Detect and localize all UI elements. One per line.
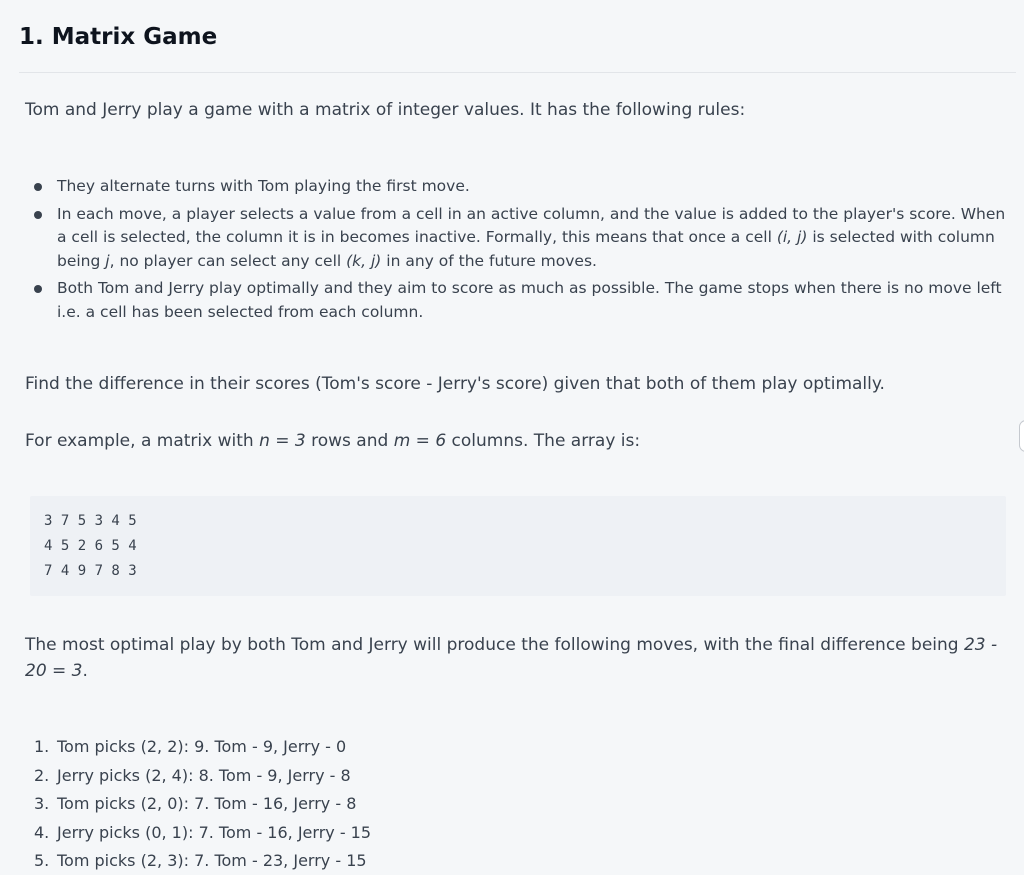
matrix-row: 3 7 5 3 4 5	[44, 513, 137, 529]
rule-text: Both Tom and Jerry play optimally and they aim to score as much as possible. The game stops when there is no move left i.e. a cell has been selected from each column.	[57, 279, 1002, 321]
intro-paragraph: Tom and Jerry play a game with a matrix of integer values. It has the following rules:	[25, 100, 746, 120]
move-text: Tom picks (2, 3): 7. Tom - 23, Jerry - 15	[57, 851, 367, 870]
difference-expression: 23 - 20 = 3	[25, 635, 998, 681]
example-paragraph	[25, 428, 1010, 454]
page-title: 1. Matrix Game	[19, 24, 218, 50]
columns-expression: m = 6	[393, 431, 447, 451]
move-text: Jerry picks (2, 4): 8. Tom - 9, Jerry - 8	[57, 765, 351, 785]
matrix-row: 7 4 9 7 8 3	[44, 563, 137, 579]
move-item	[34, 734, 934, 763]
rows-expression: n = 3	[259, 431, 306, 451]
cell-notation: (i, j)	[776, 228, 808, 246]
example-text: columns. The array is:	[446, 431, 641, 451]
move-item	[34, 763, 934, 792]
move-number: 5.	[34, 851, 50, 870]
move-number: 3.	[34, 794, 50, 813]
rule-item	[57, 277, 1017, 324]
example-text: For example, a matrix with	[25, 431, 260, 451]
rule-item	[57, 203, 1017, 274]
rule-text: , no player can select any cell	[109, 251, 347, 270]
move-text: Tom picks (2, 2): 9. Tom - 9, Jerry - 0	[57, 737, 347, 756]
rule-item	[57, 175, 1017, 199]
move-number: 4.	[34, 822, 50, 842]
matrix-code-block	[30, 496, 1006, 596]
result-text: .	[82, 661, 88, 681]
column-variable: j	[105, 251, 110, 270]
rules-list	[57, 175, 1017, 328]
move-item	[34, 791, 934, 820]
move-number: 1.	[34, 737, 50, 756]
result-paragraph	[25, 632, 1010, 684]
rule-text: In each move, a player selects a value from a cell in an active column, and the value is added to the player's score. When a cell is selected, the column it is in becomes inactive. Formally, this means that once a cell	[57, 204, 1006, 246]
result-text: The most optimal play by both Tom and Jerry will produce the following moves, with the final difference being	[25, 635, 964, 655]
example-text: rows and	[305, 431, 394, 451]
side-panel-handle[interactable]	[1019, 420, 1024, 452]
title-divider	[19, 72, 1016, 73]
rule-text: They alternate turns with Tom playing the first move.	[57, 177, 470, 195]
move-number: 2.	[34, 765, 50, 785]
moves-list	[34, 734, 934, 875]
move-text: Jerry picks (0, 1): 7. Tom - 16, Jerry - 15	[57, 822, 372, 842]
rule-text: in any of the future moves.	[381, 251, 597, 270]
move-text: Tom picks (2, 0): 7. Tom - 16, Jerry - 8	[57, 794, 357, 813]
matrix-row: 4 5 2 6 5 4	[44, 538, 137, 554]
move-item	[34, 820, 934, 849]
rule-text: is selected with column being	[57, 228, 995, 270]
move-item	[34, 848, 934, 875]
task-paragraph: Find the difference in their scores (Tom's score - Jerry's score) given that both of them play optimally.	[25, 374, 885, 394]
cell-notation: (k, j)	[346, 251, 382, 270]
